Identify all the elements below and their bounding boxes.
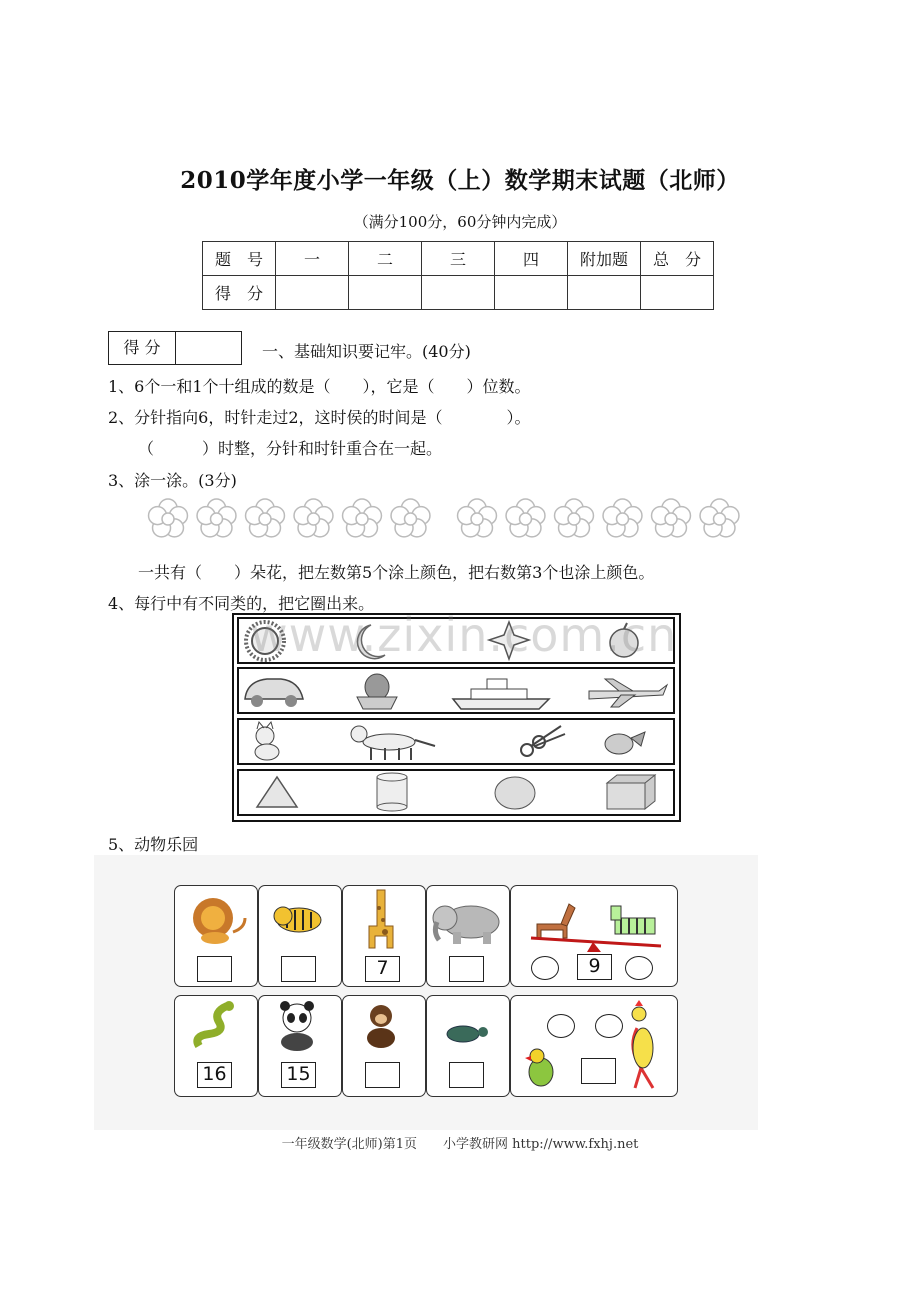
flower-row (146, 496, 756, 542)
animal-card (426, 885, 510, 987)
scissors-icon[interactable] (521, 726, 565, 756)
odd-one-out-row-2 (237, 667, 675, 714)
flower-icon[interactable] (700, 499, 739, 537)
section-heading: 一、基础知识要记牢。(40分) (262, 342, 471, 361)
score-cell[interactable] (422, 276, 495, 310)
animal-card (342, 885, 426, 987)
seesaw-scene (511, 886, 679, 952)
ship-icon[interactable] (453, 679, 549, 709)
car-icon[interactable] (245, 679, 303, 707)
number-box[interactable] (197, 956, 232, 982)
animal-card (426, 995, 510, 1097)
moon-icon[interactable] (357, 625, 385, 659)
page-subtitle: （满分100分，60分钟内完成） (353, 213, 567, 231)
sphere-icon[interactable] (495, 777, 535, 809)
flower-icon[interactable] (603, 499, 642, 537)
flower-icon[interactable] (294, 499, 333, 537)
score-cell[interactable] (641, 276, 714, 310)
monkey-icon (343, 996, 427, 1052)
flower-icon[interactable] (246, 499, 285, 537)
page-title: 2010学年度小学一年级（上）数学期末试题（北师） (180, 167, 740, 194)
flower-icon[interactable] (343, 499, 382, 537)
section-score-label: 得 分 (109, 332, 176, 364)
elephant-icon (427, 886, 511, 950)
question-2: 2、分针指向6，时针走过2，这时侯的时间是（ ）。 (108, 408, 531, 427)
score-table (202, 241, 714, 310)
flower-icon[interactable] (149, 499, 188, 537)
flower-icon[interactable] (391, 499, 430, 537)
cactus-icon[interactable] (357, 674, 397, 709)
question-2-continued: （ ）时整，分针和时针重合在一起。 (138, 439, 443, 458)
flower-icon[interactable] (458, 499, 497, 537)
score-header-cell: 一 (276, 242, 349, 276)
score-table-header-row (203, 242, 714, 276)
animal-card (342, 995, 426, 1097)
dog-icon[interactable] (351, 726, 435, 760)
animal-card (174, 995, 258, 1097)
parrot-icon (525, 1049, 553, 1086)
flower-icon[interactable] (555, 499, 594, 537)
lion-icon (175, 886, 259, 946)
score-table-score-row (203, 276, 714, 310)
flower-icon[interactable] (652, 499, 691, 537)
section-score-blank[interactable] (176, 332, 241, 364)
sun-icon[interactable] (246, 622, 284, 660)
rooster-icon (632, 1000, 653, 1088)
number-box[interactable]: 7 (365, 956, 400, 982)
cylinder-icon[interactable] (377, 773, 407, 811)
cat-icon[interactable] (255, 722, 279, 760)
number-box[interactable]: 15 (281, 1062, 316, 1088)
star-icon[interactable] (489, 622, 529, 659)
page-footer: 一年级数学(北师)第1页 小学教研网 http://www.fxhj.net (281, 1137, 639, 1152)
flower-icon[interactable] (506, 499, 545, 537)
number-box[interactable]: 9 (577, 954, 612, 980)
number-box[interactable] (449, 956, 484, 982)
number-box[interactable] (281, 956, 316, 982)
odd-one-out-grid (232, 613, 681, 822)
horse-icon (537, 904, 575, 938)
score-header-cell: 题 号 (203, 242, 276, 276)
panda-icon (259, 996, 343, 1052)
section-score-box (108, 331, 242, 365)
score-cell[interactable] (276, 276, 349, 310)
score-header-cell: 四 (495, 242, 568, 276)
animal-card (174, 885, 258, 987)
apple-icon[interactable] (610, 623, 638, 657)
number-box[interactable] (449, 1062, 484, 1088)
question-4: 4、每行中有不同类的，把它圈出来。 (108, 594, 375, 613)
animal-card (258, 885, 342, 987)
watermark: www.zixin.com.cn (250, 608, 678, 662)
question-3: 3、涂一涂。(3分) (108, 471, 237, 490)
odd-one-out-row-3 (237, 718, 675, 765)
airplane-icon[interactable] (589, 679, 667, 707)
animal-card (258, 995, 342, 1097)
number-box[interactable] (365, 1062, 400, 1088)
compare-circle[interactable] (531, 956, 559, 980)
birds-card (510, 995, 678, 1097)
question-5: 5、动物乐园 (108, 835, 199, 854)
score-cell[interactable] (495, 276, 568, 310)
number-box[interactable]: 16 (197, 1062, 232, 1088)
zebra-icon (611, 906, 655, 934)
animal-park-panel (94, 855, 758, 1130)
odd-one-out-row-4 (237, 769, 675, 816)
seesaw-card (510, 885, 678, 987)
bird-icon[interactable] (605, 732, 645, 754)
score-header-cell: 二 (349, 242, 422, 276)
number-box[interactable] (581, 1058, 616, 1084)
score-header-cell: 三 (422, 242, 495, 276)
score-row-label: 得 分 (203, 276, 276, 310)
question-1: 1、6个一和1个十组成的数是（ ），它是（ ）位数。 (108, 377, 531, 396)
score-cell[interactable] (349, 276, 422, 310)
giraffe-icon (343, 886, 427, 950)
score-cell[interactable] (568, 276, 641, 310)
turtle-icon (427, 996, 511, 1052)
tiger-icon (259, 886, 343, 946)
score-header-cell: 附加题 (568, 242, 641, 276)
score-header-cell: 总 分 (641, 242, 714, 276)
snake-icon (175, 996, 259, 1052)
compare-circle[interactable] (625, 956, 653, 980)
odd-one-out-row-1 (237, 617, 675, 664)
question-3-instruction: 一共有（ ）朵花，把左数第5个涂上颜色，把右数第3个也涂上颜色。 (138, 563, 655, 582)
triangle-icon[interactable] (257, 777, 297, 807)
flower-icon[interactable] (197, 499, 236, 537)
cube-icon[interactable] (607, 775, 655, 809)
